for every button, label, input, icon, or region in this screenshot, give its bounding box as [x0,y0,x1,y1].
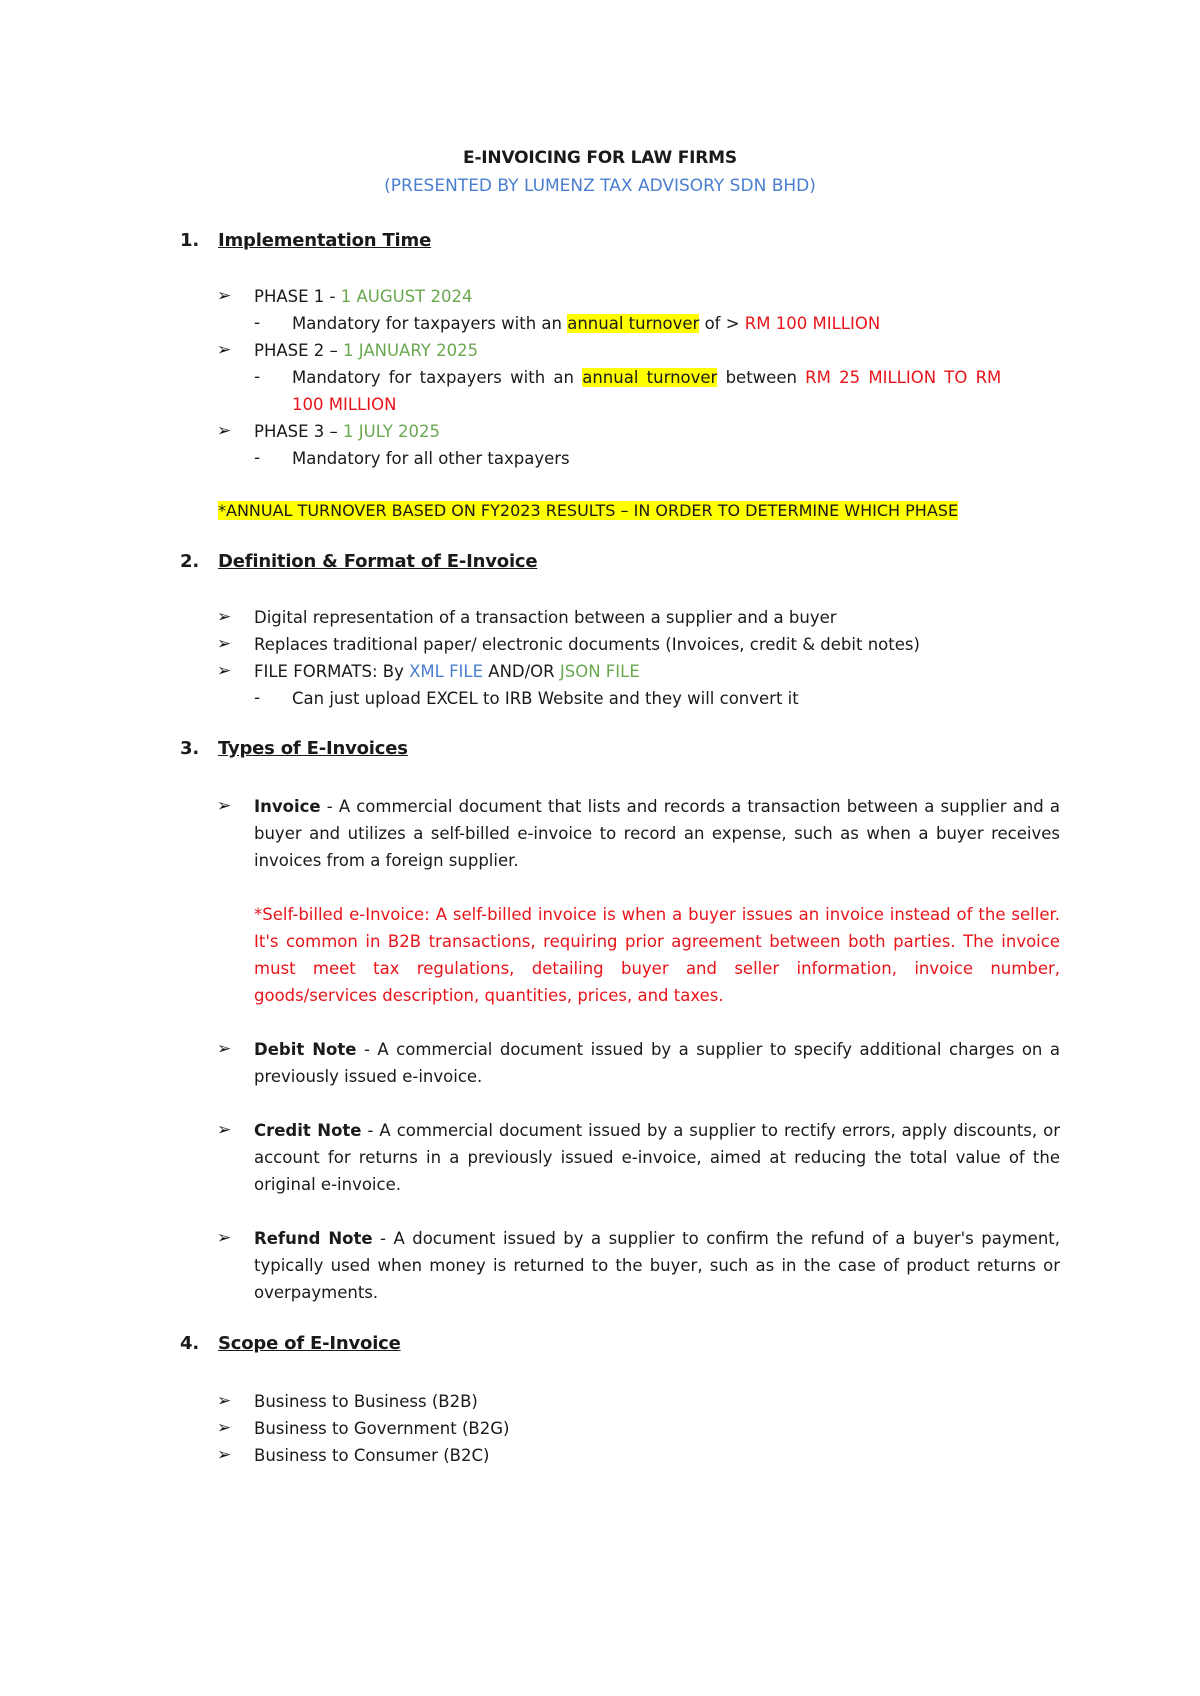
dash-icon: - [254,688,261,708]
definition-item: Digital representation of a transaction between a supplier and a buyer [254,608,837,627]
bullet-arrow-icon: ➢ [217,286,232,306]
phase-2-description: Mandatory for taxpayers with an annual turnover between RM 25 MILLION TO RM [292,368,1002,387]
scope-item: Business to Government (B2G) [254,1419,510,1438]
bullet-arrow-icon: ➢ [217,1120,232,1140]
bullet-arrow-icon: ➢ [217,796,232,816]
bullet-arrow-icon: ➢ [217,634,232,654]
scope-item: Business to Business (B2B) [254,1392,478,1411]
file-formats-item: FILE FORMATS: By XML FILE AND/OR JSON FILE [254,662,640,681]
phase-2-description-continued: 100 MILLION [292,395,397,414]
section-heading-types: 3. Types of E-Invoices [180,738,408,759]
type-invoice: Invoice - A commercial document that lists and records a transaction between a supplier and a buyer and utilizes a self-billed e-invoice to record an expense, such as when a buyer receives invoices from a foreign supplier. [254,797,1060,870]
bullet-arrow-icon: ➢ [217,1391,232,1411]
self-billed-note: *Self-billed e-Invoice: A self-billed invoice is when a buyer issues an invoice instead of the seller. It's common in B2B transactions, requiring prior agreement between both parties. The invoice must meet tax regulations, detailing buyer and seller information, invoice number, goods/services description, quantities, prices, and taxes. [254,905,1060,1005]
bullet-arrow-icon: ➢ [217,340,232,360]
dash-icon: - [254,448,261,468]
page-title: E-INVOICING FOR LAW FIRMS [463,148,737,168]
page-subtitle: (PRESENTED BY LUMENZ TAX ADVISORY SDN BHD) [384,176,816,196]
phase-2-line: PHASE 2 – 1 JANUARY 2025 [254,341,479,360]
type-refund-note: Refund Note - A document issued by a supplier to confirm the refund of a buyer's payment, typically used when money is returned to the buyer, such as in the case of product returns or overpayments. [254,1229,1060,1302]
bullet-arrow-icon: ➢ [217,421,232,441]
scope-item: Business to Consumer (B2C) [254,1446,490,1465]
dash-icon: - [254,313,261,333]
section-heading-implementation: 1. Implementation Time [180,230,432,251]
type-debit-note: Debit Note - A commercial document issued by a supplier to specify additional charges on a previously issued e-invoice. [254,1040,1060,1086]
definition-item: Replaces traditional paper/ electronic documents (Invoices, credit & debit notes) [254,635,920,654]
phase-1-description: Mandatory for taxpayers with an annual turnover of > RM 100 MILLION [292,314,881,333]
bullet-arrow-icon: ➢ [217,1039,232,1059]
phase-3-line: PHASE 3 – 1 JULY 2025 [254,422,441,441]
bullet-arrow-icon: ➢ [217,1418,232,1438]
section-heading-scope: 4. Scope of E-Invoice [180,1333,401,1354]
turnover-note: *ANNUAL TURNOVER BASED ON FY2023 RESULTS – IN ORDER TO DETERMINE WHICH PHASE [218,501,959,520]
dash-icon: - [254,367,261,387]
bullet-arrow-icon: ➢ [217,1445,232,1465]
phase-1-line: PHASE 1 - 1 AUGUST 2024 [254,287,473,306]
bullet-arrow-icon: ➢ [217,1228,232,1248]
file-formats-subitem: Can just upload EXCEL to IRB Website and they will convert it [292,689,799,708]
type-credit-note: Credit Note - A commercial document issued by a supplier to rectify errors, apply discounts, or account for returns in a previously issued e-invoice, aimed at reducing the total value of the original e-invoice. [254,1121,1060,1194]
bullet-arrow-icon: ➢ [217,661,232,681]
phase-3-description: Mandatory for all other taxpayers [292,449,570,468]
bullet-arrow-icon: ➢ [217,607,232,627]
section-heading-definition: 2. Definition & Format of E-Invoice [180,551,538,572]
